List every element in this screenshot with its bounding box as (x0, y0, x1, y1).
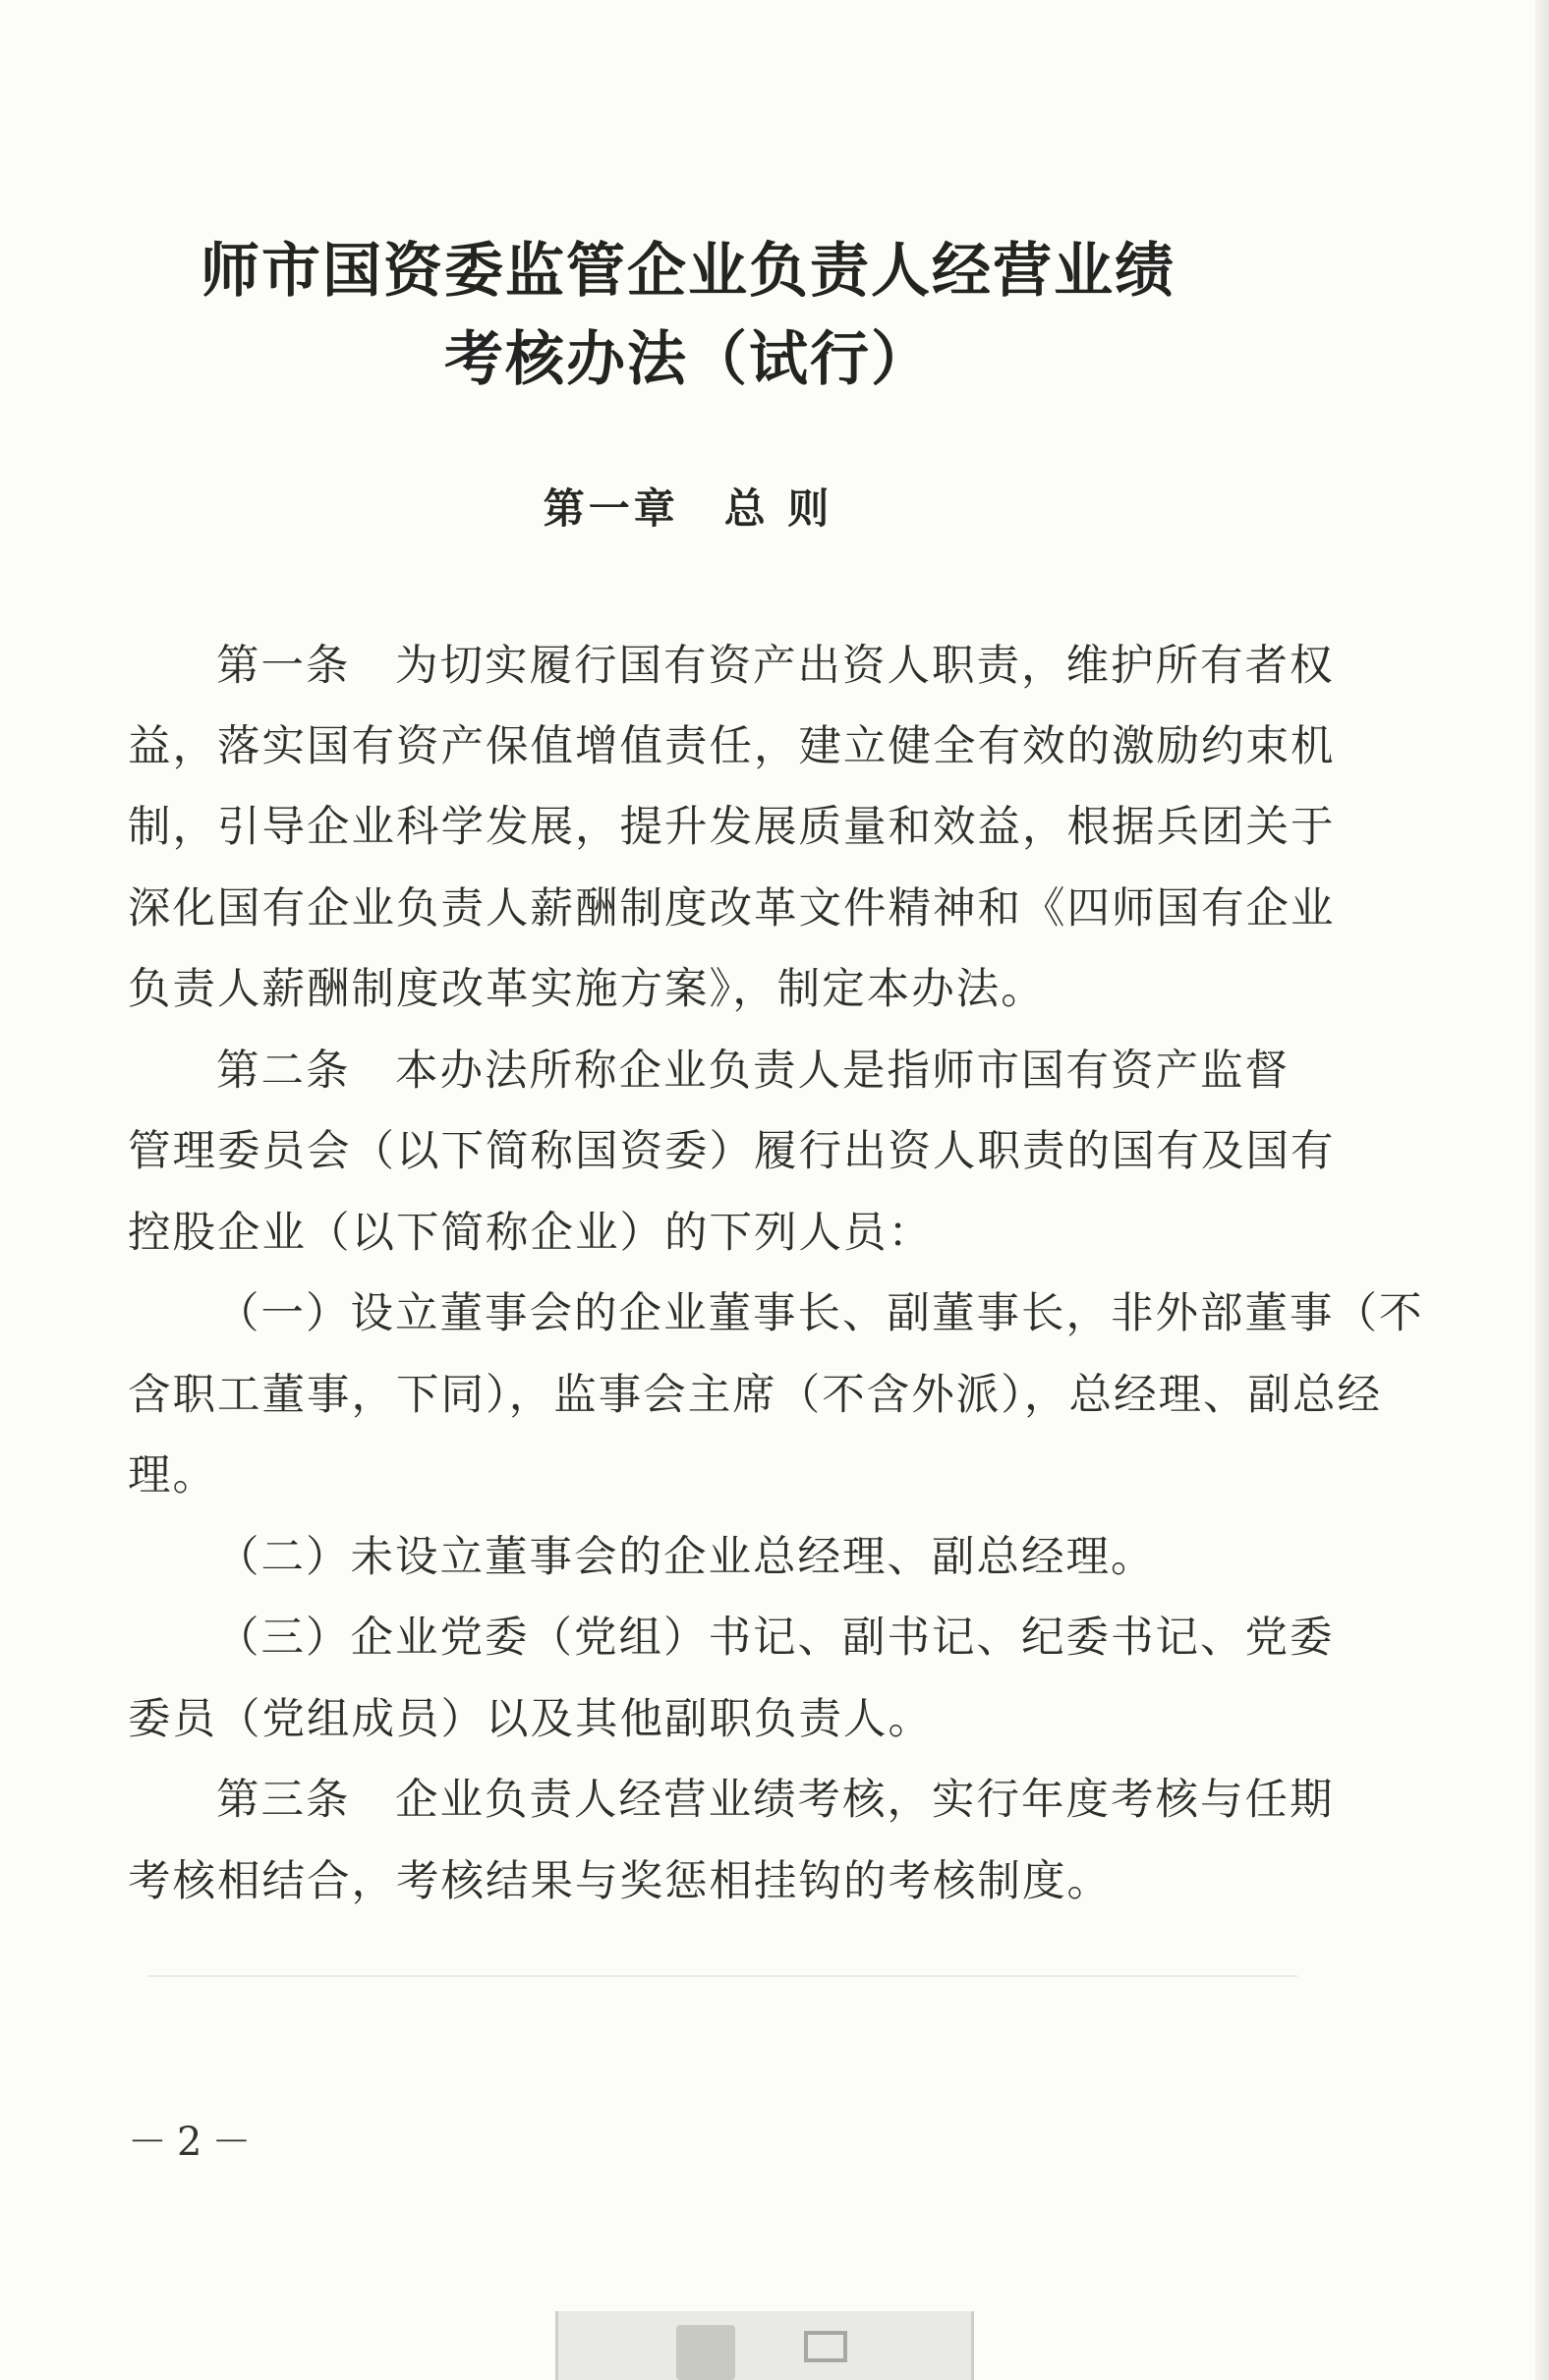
body-line: 第一条 为切实履行国有资产出资人职责，维护所有者权 (216, 642, 1335, 691)
body-line: （二）未设立董事会的企业总经理、副总经理。 (216, 1533, 1156, 1582)
body-line: 益，落实国有资产保值增值责任，建立健全有效的激励约束机 (128, 722, 1336, 771)
body-line: 理。 (128, 1451, 217, 1501)
body-line: 深化国有企业负责人薪酬制度改革文件精神和《四师国有企业 (128, 884, 1336, 934)
show-through-rule (147, 1975, 1297, 1977)
body-line: 负责人薪酬制度改革实施方案》，制定本办法。 (128, 965, 1046, 1014)
page-number: －2－ (128, 2120, 261, 2165)
body-line: 含职工董事，下同），监事会主席（不含外派），总经理、副总经 (128, 1371, 1382, 1420)
body-line: 控股企业（以下简称企业）的下列人员： (128, 1209, 933, 1258)
chapter-heading: 第一章 总 则 (543, 484, 833, 533)
body-line: 考核相结合，考核结果与奖惩相挂钩的考核制度。 (128, 1857, 1112, 1906)
body-line: 第二条 本办法所称企业负责人是指师市国有资产监督 (216, 1047, 1290, 1096)
body-line: 制，引导企业科学发展，提升发展质量和效益，根据兵团关于 (128, 803, 1336, 852)
body-line: 委员（党组成员）以及其他副职负责人。 (128, 1695, 933, 1744)
scan-artifact (555, 2311, 974, 2380)
scan-artifact-mark (676, 2325, 735, 2380)
scan-edge (1535, 0, 1549, 2380)
document-title-line-1: 师市国资委监管企业负责人经营业绩 (201, 237, 1176, 306)
scan-artifact-mark (804, 2331, 847, 2362)
body-line: 第三条 企业负责人经营业绩考核，实行年度考核与任期 (216, 1776, 1335, 1825)
document-title-line-2: 考核办法（试行） (444, 325, 932, 394)
body-line: （一）设立董事会的企业董事长、副董事长，非外部董事（不 (216, 1289, 1424, 1338)
body-line: 管理委员会（以下简称国资委）履行出资人职责的国有及国有 (128, 1127, 1336, 1176)
body-line: （三）企业党委（党组）书记、副书记、纪委书记、党委 (216, 1614, 1335, 1663)
